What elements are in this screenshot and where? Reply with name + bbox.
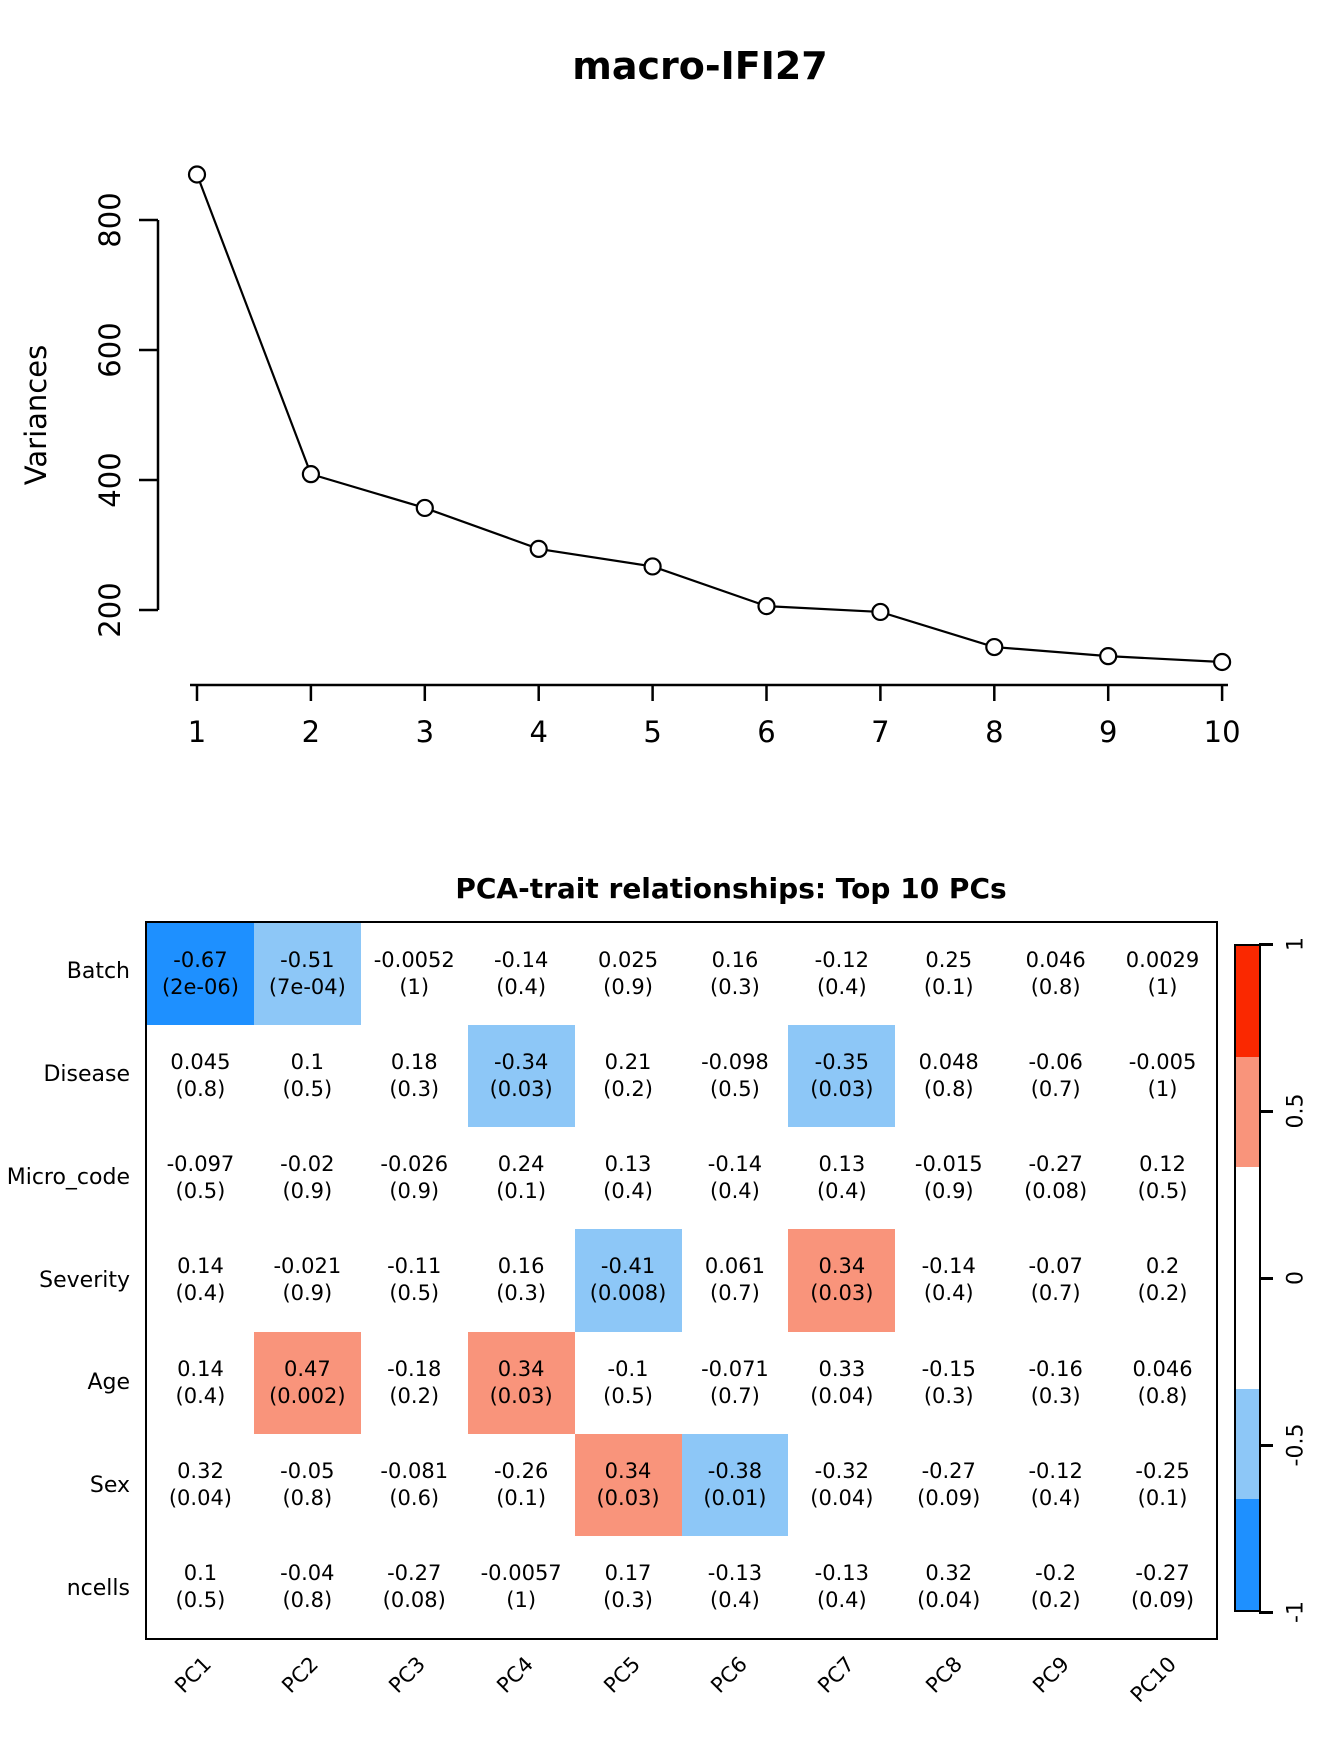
cell-pvalue: (0.4) <box>710 1179 760 1204</box>
cell-pvalue: (0.7) <box>710 1383 760 1408</box>
y-tick-label: 400 <box>93 452 127 508</box>
cell-correlation: -0.015 <box>914 1152 983 1177</box>
cell-correlation: 0.048 <box>918 1050 979 1075</box>
cell-correlation: 0.2 <box>1145 1254 1180 1279</box>
cell-pvalue: (0.2) <box>1137 1281 1188 1306</box>
heatmap-row-label: Sex <box>89 1472 130 1498</box>
heatmap-cell <box>468 923 575 1025</box>
colorbar-band <box>1236 946 1259 1057</box>
cell-correlation: -0.2 <box>1035 1560 1077 1585</box>
scree-point <box>1100 648 1116 664</box>
cell-pvalue: (0.7) <box>710 1281 760 1306</box>
cell-correlation: 0.18 <box>390 1050 438 1075</box>
colorbar-band <box>1236 1167 1259 1388</box>
cell-pvalue: (1) <box>399 975 430 1000</box>
cell-pvalue: (0.2) <box>389 1383 440 1408</box>
cell-correlation: -0.07 <box>1028 1254 1083 1279</box>
heatmap-cell <box>788 1434 895 1536</box>
colorbar-band <box>1236 1389 1259 1500</box>
cell-correlation: 0.14 <box>177 1254 224 1279</box>
cell-pvalue: (0.03) <box>489 1383 553 1408</box>
cell-pvalue: (0.3) <box>496 1281 547 1306</box>
heatmap-cell <box>1109 923 1216 1025</box>
heatmap-cell <box>147 1229 254 1331</box>
heatmap-cell <box>254 1127 361 1229</box>
cell-correlation: -0.1 <box>607 1356 649 1381</box>
cell-pvalue: (1) <box>1147 1077 1178 1102</box>
colorbar-band <box>1236 1499 1259 1610</box>
heatmap-cell <box>1109 1536 1216 1638</box>
cell-correlation: 0.21 <box>604 1050 652 1075</box>
heatmap-cell <box>682 1025 789 1127</box>
cell-pvalue: (0.4) <box>816 1179 867 1204</box>
cell-pvalue: (0.9) <box>282 1179 333 1204</box>
scree-point <box>531 541 547 557</box>
cell-correlation: -0.071 <box>701 1356 769 1381</box>
heatmap-cell <box>1002 1536 1109 1638</box>
cell-correlation: 0.1 <box>290 1050 325 1075</box>
cell-correlation: -0.0057 <box>480 1560 562 1585</box>
heatmap-cell <box>468 1229 575 1331</box>
cell-pvalue: (0.08) <box>1024 1179 1088 1204</box>
heatmap-column-label: PC8 <box>920 1652 967 1698</box>
cell-correlation: -0.021 <box>273 1254 342 1279</box>
heatmap-cell <box>682 1127 789 1229</box>
cell-correlation: -0.13 <box>707 1560 763 1585</box>
scree-point <box>872 604 888 620</box>
cell-correlation: -0.12 <box>1028 1458 1083 1483</box>
x-tick-label: 2 <box>301 715 321 749</box>
cell-pvalue: (0.04) <box>810 1485 874 1510</box>
heatmap-cell <box>575 1127 682 1229</box>
heatmap-row-label: ncells <box>66 1575 130 1601</box>
heatmap-cell <box>254 1536 361 1638</box>
cell-pvalue: (0.8) <box>923 1077 974 1102</box>
cell-pvalue: (0.8) <box>1137 1383 1188 1408</box>
y-tick-label: 600 <box>93 322 127 378</box>
cell-correlation: -0.38 <box>707 1458 763 1483</box>
colorbar-tick-label: -0.5 <box>1283 1423 1309 1467</box>
cell-correlation: 0.1 <box>183 1560 218 1585</box>
cell-correlation: -0.32 <box>814 1458 870 1483</box>
scree-point <box>1214 654 1230 670</box>
cell-pvalue: (0.1) <box>1137 1485 1188 1510</box>
cell-pvalue: (0.9) <box>603 975 653 1000</box>
cell-pvalue: (0.4) <box>816 1587 867 1612</box>
cell-correlation: 0.13 <box>818 1152 866 1177</box>
cell-correlation: -0.14 <box>493 948 549 973</box>
heatmap-cell <box>682 923 789 1025</box>
heatmap-cell <box>468 1434 575 1536</box>
cell-correlation: -0.11 <box>387 1254 442 1279</box>
heatmap-cell <box>254 1332 361 1434</box>
heatmap-cell <box>361 1332 468 1434</box>
heatmap-cell <box>895 1332 1002 1434</box>
heatmap-cell <box>682 1434 789 1536</box>
heatmap-column-label: PC2 <box>277 1652 323 1698</box>
cell-pvalue: (0.04) <box>168 1485 233 1510</box>
cell-pvalue: (0.9) <box>923 1179 974 1204</box>
heatmap-cell <box>468 1536 575 1638</box>
heatmap-cell <box>895 1025 1002 1127</box>
cell-correlation: 0.046 <box>1132 1356 1193 1381</box>
heatmap-cell <box>147 1536 254 1638</box>
cell-pvalue: (0.3) <box>389 1077 440 1102</box>
cell-pvalue: (0.08) <box>382 1587 446 1612</box>
cell-correlation: -0.18 <box>387 1356 442 1381</box>
cell-pvalue: (0.4) <box>603 1179 653 1204</box>
cell-correlation: 0.24 <box>497 1152 545 1177</box>
cell-correlation: -0.097 <box>166 1152 235 1177</box>
cell-correlation: 0.34 <box>818 1254 866 1279</box>
cell-pvalue: (0.5) <box>710 1077 760 1102</box>
x-tick-label: 4 <box>529 715 548 749</box>
heatmap-cell <box>1109 1025 1216 1127</box>
colorbar-tick <box>1259 1277 1273 1280</box>
heatmap-column-label: PC1 <box>169 1652 216 1698</box>
cell-correlation: -0.14 <box>707 1152 763 1177</box>
cell-correlation: 0.045 <box>170 1050 231 1075</box>
cell-pvalue: (0.7) <box>1030 1281 1081 1306</box>
heatmap-cell <box>1109 1434 1216 1536</box>
heatmap-column-label: PC10 <box>1126 1652 1182 1708</box>
cell-pvalue: (0.8) <box>282 1587 333 1612</box>
heatmap-cell <box>575 923 682 1025</box>
scree-point <box>189 167 205 183</box>
heatmap-column-label: PC6 <box>706 1652 753 1698</box>
colorbar-tick-label: 1 <box>1283 937 1309 951</box>
x-tick-label: 10 <box>1203 715 1241 749</box>
heatmap-row-label: Micro_code <box>6 1164 130 1190</box>
y-tick-label: 200 <box>93 582 127 638</box>
cell-pvalue: (0.5) <box>175 1587 226 1612</box>
heatmap-column-label: PC5 <box>599 1652 645 1698</box>
colorbar-tick <box>1259 1611 1273 1614</box>
colorbar <box>1234 944 1261 1612</box>
heatmap-cell <box>788 1332 895 1434</box>
cell-pvalue: (0.1) <box>923 975 974 1000</box>
colorbar-tick <box>1259 1110 1273 1113</box>
cell-pvalue: (0.5) <box>1137 1179 1188 1204</box>
heatmap-cell <box>1109 1229 1216 1331</box>
cell-pvalue: (0.09) <box>917 1485 981 1510</box>
cell-pvalue: (0.4) <box>816 975 867 1000</box>
cell-pvalue: (0.9) <box>389 1179 440 1204</box>
cell-pvalue: (0.9) <box>282 1281 333 1306</box>
cell-correlation: -0.16 <box>1028 1356 1083 1381</box>
heatmap-cell <box>895 1434 1002 1536</box>
cell-correlation: -0.27 <box>1135 1560 1190 1585</box>
scree-y-axis-label: Variances <box>19 344 53 486</box>
heatmap-cell <box>254 923 361 1025</box>
heatmap-cell <box>575 1229 682 1331</box>
cell-pvalue: (0.4) <box>496 975 547 1000</box>
heatmap-column-label: PC3 <box>384 1652 431 1698</box>
cell-correlation: -0.026 <box>380 1152 449 1177</box>
cell-correlation: 0.47 <box>283 1356 331 1381</box>
heatmap-column-label: PC9 <box>1028 1652 1075 1698</box>
heatmap-cell <box>147 1127 254 1229</box>
y-tick-label: 800 <box>93 192 127 248</box>
cell-pvalue: (0.1) <box>496 1179 547 1204</box>
heatmap-cell <box>361 1127 468 1229</box>
heatmap-cell <box>468 1332 575 1434</box>
cell-pvalue: (0.8) <box>1030 975 1081 1000</box>
heatmap-cell <box>254 1229 361 1331</box>
cell-correlation: -0.06 <box>1028 1050 1083 1075</box>
heatmap-cell <box>895 1536 1002 1638</box>
cell-pvalue: (0.5) <box>603 1383 653 1408</box>
heatmap-column-label: PC4 <box>491 1652 538 1698</box>
cell-correlation: 0.13 <box>604 1152 652 1177</box>
cell-correlation: -0.41 <box>600 1254 656 1279</box>
cell-pvalue: (0.008) <box>589 1281 667 1306</box>
cell-pvalue: (0.5) <box>175 1179 226 1204</box>
cell-pvalue: (0.3) <box>710 975 760 1000</box>
cell-pvalue: (0.5) <box>282 1077 333 1102</box>
heatmap-cell <box>1002 1332 1109 1434</box>
cell-correlation: 0.16 <box>711 948 759 973</box>
colorbar-tick-label: 0.5 <box>1283 1093 1309 1129</box>
heatmap-cell <box>254 1434 361 1536</box>
heatmap-cell <box>147 1332 254 1434</box>
heatmap-cell <box>1109 1127 1216 1229</box>
cell-correlation: -0.67 <box>173 948 228 973</box>
cell-pvalue: (2e-06) <box>161 975 239 1000</box>
cell-correlation: -0.25 <box>1135 1458 1190 1483</box>
cell-pvalue: (0.4) <box>923 1281 974 1306</box>
heatmap-cell <box>254 1025 361 1127</box>
cell-correlation: -0.15 <box>921 1356 976 1381</box>
colorbar-tick-label: 0 <box>1283 1271 1309 1285</box>
cell-pvalue: (0.04) <box>917 1587 981 1612</box>
cell-pvalue: (0.09) <box>1130 1587 1195 1612</box>
cell-pvalue: (0.8) <box>175 1077 226 1102</box>
heatmap-cell <box>147 1025 254 1127</box>
cell-correlation: 0.14 <box>177 1356 224 1381</box>
colorbar-tick <box>1259 943 1273 946</box>
scree-point <box>645 558 661 574</box>
cell-pvalue: (0.5) <box>389 1281 440 1306</box>
cell-pvalue: (0.3) <box>1030 1383 1081 1408</box>
heatmap-cell <box>468 1127 575 1229</box>
scree-point <box>759 598 775 614</box>
heatmap-row-label: Batch <box>66 959 130 985</box>
heatmap-cell <box>1002 923 1109 1025</box>
cell-pvalue: (0.4) <box>710 1587 760 1612</box>
cell-correlation: -0.14 <box>921 1254 976 1279</box>
cell-pvalue: (0.1) <box>496 1485 547 1510</box>
cell-correlation: 0.16 <box>497 1254 545 1279</box>
cell-correlation: -0.05 <box>280 1458 335 1483</box>
heatmap-cell <box>361 1229 468 1331</box>
cell-pvalue: (0.7) <box>1030 1077 1081 1102</box>
heatmap-cell <box>788 1536 895 1638</box>
heatmap-cell <box>895 1127 1002 1229</box>
cell-correlation: -0.04 <box>280 1560 335 1585</box>
cell-correlation: 0.061 <box>704 1254 765 1279</box>
scree-line <box>197 175 1222 663</box>
cell-pvalue: (0.4) <box>1030 1485 1081 1510</box>
heatmap-cell <box>1002 1025 1109 1127</box>
cell-pvalue: (1) <box>1147 975 1178 1000</box>
heatmap-row-label: Age <box>87 1370 130 1396</box>
scree-point <box>417 500 433 516</box>
cell-correlation: 0.025 <box>597 948 659 973</box>
cell-correlation: 0.17 <box>604 1560 652 1585</box>
heatmap-cell <box>1002 1229 1109 1331</box>
heatmap-row-label: Severity <box>39 1267 130 1293</box>
cell-correlation: -0.02 <box>280 1152 335 1177</box>
cell-pvalue: (0.03) <box>489 1077 553 1102</box>
cell-correlation: -0.26 <box>493 1458 549 1483</box>
cell-pvalue: (7e-04) <box>268 975 346 1000</box>
cell-pvalue: (0.01) <box>703 1485 767 1510</box>
scree-point <box>303 466 319 482</box>
cell-correlation: -0.27 <box>921 1458 976 1483</box>
heatmap-cell <box>682 1229 789 1331</box>
x-tick-label: 1 <box>187 715 207 749</box>
cell-pvalue: (1) <box>506 1587 537 1612</box>
heatmap-cell <box>361 1536 468 1638</box>
heatmap-cell <box>788 923 895 1025</box>
cell-pvalue: (0.2) <box>603 1077 653 1102</box>
heatmap-cell <box>575 1536 682 1638</box>
scree-plot <box>0 0 1344 790</box>
cell-pvalue: (0.2) <box>1030 1587 1081 1612</box>
heatmap-cell <box>895 1229 1002 1331</box>
cell-correlation: -0.098 <box>701 1050 769 1075</box>
cell-pvalue: (0.03) <box>596 1485 660 1510</box>
heatmap-column-label: PC7 <box>813 1652 860 1698</box>
heatmap-cell <box>788 1229 895 1331</box>
cell-pvalue: (0.8) <box>282 1485 333 1510</box>
colorbar-tick-label: -1 <box>1283 1601 1309 1623</box>
heatmap-cell <box>575 1025 682 1127</box>
cell-correlation: 0.34 <box>497 1356 545 1381</box>
x-tick-label: 9 <box>1098 715 1118 749</box>
x-tick-label: 8 <box>985 715 1004 749</box>
heatmap-cell <box>575 1332 682 1434</box>
scree-plot-title: macro-IFI27 <box>572 44 828 88</box>
cell-correlation: 0.25 <box>925 948 973 973</box>
heatmap-cell <box>788 1127 895 1229</box>
cell-correlation: -0.13 <box>814 1560 870 1585</box>
heatmap-cell <box>788 1025 895 1127</box>
cell-correlation: -0.12 <box>814 948 870 973</box>
heatmap-row-label: Disease <box>43 1062 130 1088</box>
cell-correlation: -0.34 <box>493 1050 549 1075</box>
cell-correlation: 0.32 <box>925 1560 973 1585</box>
colorbar-tick <box>1259 1444 1273 1447</box>
cell-pvalue: (0.03) <box>810 1077 874 1102</box>
x-tick-label: 6 <box>757 715 776 749</box>
x-tick-label: 3 <box>415 715 435 749</box>
heatmap-cell <box>1002 1434 1109 1536</box>
heatmap-cell <box>1109 1332 1216 1434</box>
cell-correlation: 0.12 <box>1139 1152 1186 1177</box>
colorbar-band <box>1236 1057 1259 1168</box>
cell-pvalue: (0.04) <box>810 1383 874 1408</box>
heatmap-cell <box>895 923 1002 1025</box>
cell-correlation: -0.27 <box>387 1560 442 1585</box>
scree-point <box>986 639 1002 655</box>
heatmap-cell <box>682 1332 789 1434</box>
cell-pvalue: (0.03) <box>810 1281 874 1306</box>
cell-pvalue: (0.4) <box>175 1281 226 1306</box>
heatmap-grid <box>145 921 1218 1640</box>
cell-correlation: -0.0052 <box>373 948 455 973</box>
heatmap-title: PCA-trait relationships: Top 10 PCs <box>455 872 1007 905</box>
x-tick-label: 5 <box>643 715 662 749</box>
cell-pvalue: (0.002) <box>269 1383 346 1408</box>
heatmap-cell <box>147 1434 254 1536</box>
heatmap-cell <box>682 1536 789 1638</box>
heatmap-cell <box>361 1025 468 1127</box>
cell-correlation: -0.27 <box>1028 1152 1083 1177</box>
cell-correlation: -0.35 <box>814 1050 870 1075</box>
cell-correlation: 0.32 <box>177 1458 224 1483</box>
cell-pvalue: (0.3) <box>923 1383 974 1408</box>
x-tick-label: 7 <box>871 715 890 749</box>
cell-correlation: -0.081 <box>380 1458 449 1483</box>
heatmap-cell <box>147 923 254 1025</box>
heatmap-cell <box>575 1434 682 1536</box>
heatmap-cell <box>468 1025 575 1127</box>
cell-pvalue: (0.3) <box>603 1587 653 1612</box>
cell-correlation: 0.34 <box>604 1458 652 1483</box>
cell-pvalue: (0.4) <box>175 1383 226 1408</box>
heatmap-cell <box>1002 1127 1109 1229</box>
cell-pvalue: (0.6) <box>389 1485 440 1510</box>
cell-correlation: -0.005 <box>1128 1050 1197 1075</box>
cell-correlation: 0.046 <box>1025 948 1086 973</box>
heatmap-cell <box>361 923 468 1025</box>
cell-correlation: 0.0029 <box>1125 948 1200 973</box>
cell-correlation: -0.51 <box>280 948 335 973</box>
cell-correlation: 0.33 <box>818 1356 866 1381</box>
heatmap-cell <box>361 1434 468 1536</box>
